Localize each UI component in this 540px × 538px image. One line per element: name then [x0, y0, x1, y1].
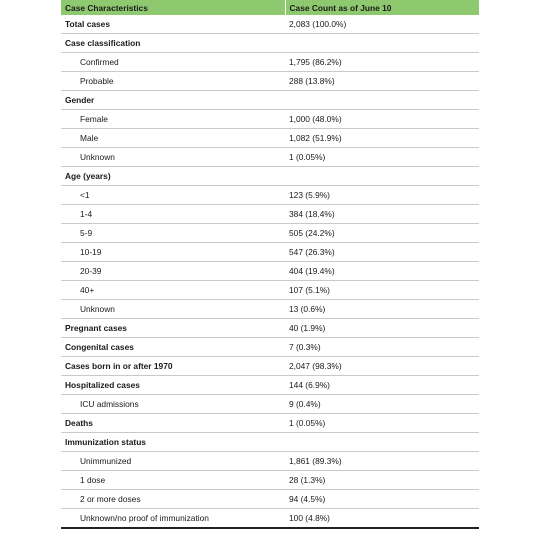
row-value: 1,000 (48.0%) [285, 110, 479, 129]
table-row [61, 357, 479, 376]
row-value [285, 167, 479, 186]
row-label: Unknown [61, 148, 285, 167]
row-label: 40+ [61, 281, 285, 300]
table-row [61, 490, 479, 509]
row-label: 5-9 [61, 224, 285, 243]
row-label: Cases born in or after 1970 [61, 357, 285, 376]
table-row [61, 129, 479, 148]
table-row [61, 452, 479, 471]
row-label: 10-19 [61, 243, 285, 262]
header-case-characteristics: Case Characteristics [61, 0, 285, 15]
table-row [61, 167, 479, 186]
row-value: 28 (1.3%) [285, 471, 479, 490]
table-row [61, 509, 479, 529]
table-row [61, 243, 479, 262]
row-value: 1,861 (89.3%) [285, 452, 479, 471]
table-row [61, 281, 479, 300]
row-label: Congenital cases [61, 338, 285, 357]
table-body [61, 15, 479, 528]
row-value: 1 (0.05%) [285, 148, 479, 167]
row-value: 1,082 (51.9%) [285, 129, 479, 148]
table-row [61, 414, 479, 433]
row-value: 505 (24.2%) [285, 224, 479, 243]
table-row [61, 319, 479, 338]
row-value: 123 (5.9%) [285, 186, 479, 205]
row-label: Hospitalized cases [61, 376, 285, 395]
table-row [61, 471, 479, 490]
table-row [61, 91, 479, 110]
row-label: Unimmunized [61, 452, 285, 471]
row-value: 40 (1.9%) [285, 319, 479, 338]
table-row [61, 72, 479, 91]
row-label: 1-4 [61, 205, 285, 224]
table-row [61, 53, 479, 72]
row-label: 2 or more doses [61, 490, 285, 509]
case-characteristics-table [61, 0, 479, 529]
row-label: Immunization status [61, 433, 285, 452]
table-row [61, 34, 479, 53]
row-value: 547 (26.3%) [285, 243, 479, 262]
row-value [285, 91, 479, 110]
row-label: Pregnant cases [61, 319, 285, 338]
row-value [285, 34, 479, 53]
row-value: 2,083 (100.0%) [285, 15, 479, 34]
row-label: Total cases [61, 15, 285, 34]
row-label: Unknown/no proof of immunization [61, 509, 285, 529]
row-label: Female [61, 110, 285, 129]
row-label: ICU admissions [61, 395, 285, 414]
row-value: 94 (4.5%) [285, 490, 479, 509]
row-value: 144 (6.9%) [285, 376, 479, 395]
table-row [61, 433, 479, 452]
table-row [61, 395, 479, 414]
row-value: 404 (19.4%) [285, 262, 479, 281]
row-label: Gender [61, 91, 285, 110]
table-row [61, 110, 479, 129]
row-label: Probable [61, 72, 285, 91]
row-label: <1 [61, 186, 285, 205]
row-label: Deaths [61, 414, 285, 433]
table-row [61, 262, 479, 281]
row-value: 1,795 (86.2%) [285, 53, 479, 72]
row-value: 7 (0.3%) [285, 338, 479, 357]
row-label: Male [61, 129, 285, 148]
table-row [61, 224, 479, 243]
table-row [61, 376, 479, 395]
row-value: 13 (0.6%) [285, 300, 479, 319]
table-row [61, 15, 479, 34]
header-case-count: Case Count as of June 10 [289, 2, 392, 13]
table-header-row [61, 0, 479, 15]
row-value [285, 433, 479, 452]
table-row [61, 148, 479, 167]
row-value: 288 (13.8%) [285, 72, 479, 91]
row-label: Unknown [61, 300, 285, 319]
row-label: Case classification [61, 34, 285, 53]
row-label: 20-39 [61, 262, 285, 281]
row-label: Confirmed [61, 53, 285, 72]
row-label: 1 dose [61, 471, 285, 490]
row-value: 384 (18.4%) [285, 205, 479, 224]
table-row [61, 186, 479, 205]
row-value: 9 (0.4%) [285, 395, 479, 414]
table-header [61, 0, 479, 15]
table-row [61, 300, 479, 319]
row-value: 107 (5.1%) [285, 281, 479, 300]
table-row [61, 338, 479, 357]
table-row [61, 205, 479, 224]
row-label: Age (years) [61, 167, 285, 186]
row-value: 1 (0.05%) [285, 414, 479, 433]
row-value: 100 (4.8%) [285, 509, 479, 529]
row-value: 2,047 (98.3%) [285, 357, 479, 376]
